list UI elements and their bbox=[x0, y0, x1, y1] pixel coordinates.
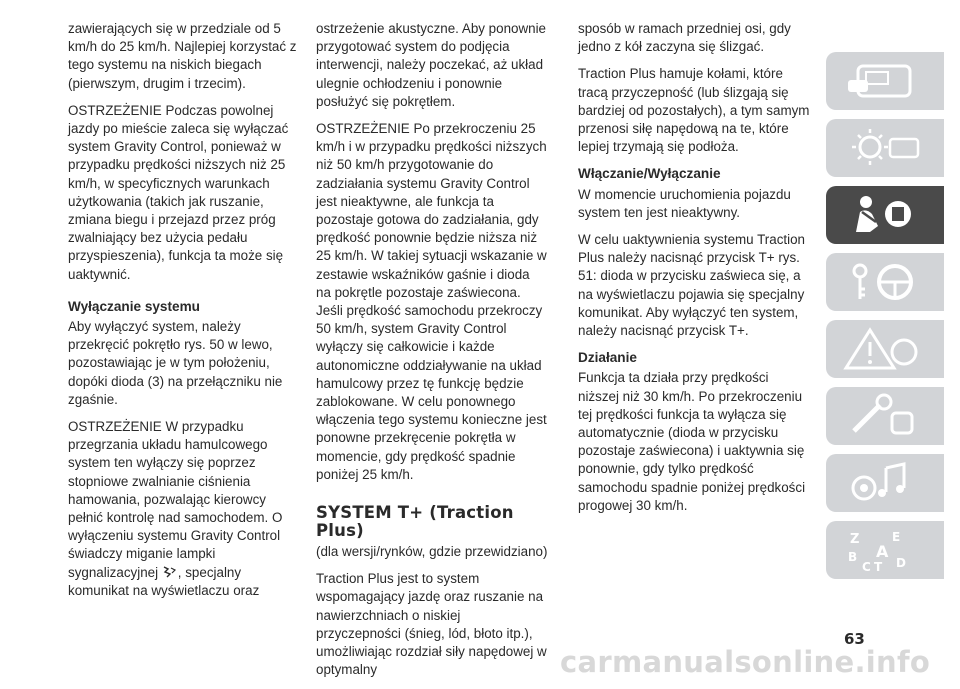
tab-maintenance[interactable] bbox=[826, 387, 944, 445]
warning-lights-icon bbox=[840, 125, 926, 171]
tab-safety[interactable] bbox=[826, 186, 944, 244]
tab-index[interactable] bbox=[826, 521, 944, 579]
svg-text:T: T bbox=[874, 560, 883, 573]
svg-text:Z: Z bbox=[850, 532, 860, 547]
watermark: carmanualsonline.info bbox=[560, 645, 931, 679]
chapter-heading: SYSTEM T+ (Traction Plus) bbox=[316, 503, 514, 541]
tab-starting-driving[interactable] bbox=[826, 253, 944, 311]
warning-paragraph: OSTRZEŻENIE Podczas powolnej jazdy po mieście zaleca się wyłączać system Gravity Control, ponieważ w przypadku prędkości niższych niż 25 km/h, w specyficznych warunkach użytkowania (takich jak ruszanie, zmiana biegu i przejazd przez próg zwalniający bez użycia pedału przyspieszenia), funkcja ta może się uaktywnić. bbox=[68, 102, 289, 282]
warning-paragraph bbox=[68, 418, 300, 600]
paragraph: Traction Plus hamuje kołami, które tracą przyczepność (lub ślizgają się bardziej od pozostałych), a tym samym przenosi siłę napędową na te, które lepiej trzymają się podłoża. bbox=[578, 66, 810, 155]
index-letters-icon bbox=[840, 527, 926, 573]
warning-text: OSTRZEŻENIE W przypadku przegrzania układu hamulcowego system ten wyłączy się poprzez stopniowe zwalnianie ciśnienia hamowania, pozwalając kierowcy pełnić kontrolę nad samochodem. O wyłączeniu systemu Gravity Control świadczy miganie lampki sygnalizacyjnej bbox=[68, 419, 283, 580]
warning-paragraph: OSTRZEŻENIE Po przekroczeniu 25 km/h i w przypadku prędkości niższych niż 50 km/h przygotowanie do zadziałania systemu Gravity Control jest nieaktywne, ale funkcja ta pozostaje gotowa do zadziałania, gdy prędkość ponownie będzie niższa niż 25 km/h. W takiej sytuacji wskazanie w zestawie wskaźników gaśnie i dioda na pokrętle pozostaje zaświecona. Jeśli prędkość samochodu przekroczy 50 km/h, system Gravity Control wyłączy się całkowicie i każde autonomiczne oddziaływanie na układ hamulcowy przez tę funkcję będzie zablokowane. W celu ponownego włączenia tego systemu konieczne jest ponowne przekręcenie pokrętła w momencie, gdy prędkość spadnie poniżej 25 km/h. bbox=[316, 121, 547, 482]
warning-triangle-icon bbox=[840, 326, 926, 372]
safety-airbag-icon bbox=[840, 192, 926, 238]
svg-text:E: E bbox=[892, 530, 901, 544]
text-column-3 bbox=[578, 20, 810, 524]
text-column-1 bbox=[68, 20, 300, 609]
tab-multimedia[interactable] bbox=[826, 454, 944, 512]
paragraph: ostrzeżenie akustyczne. Aby ponownie przygotować system do podjęcia interwencji, należy poczekać, aż układ ulegnie ochłodzeniu i ponownie posłużyć się pokrętłem. bbox=[316, 21, 547, 109]
section-heading: Wyłączanie systemu bbox=[68, 298, 200, 314]
service-wrench-icon bbox=[840, 393, 926, 439]
tab-car-dashboard[interactable] bbox=[826, 52, 944, 110]
page-number: 63 bbox=[844, 630, 865, 648]
tab-emergency[interactable] bbox=[826, 320, 944, 378]
multimedia-icon bbox=[840, 460, 926, 506]
paragraph: Traction Plus jest to system wspomagający jazdę oraz ruszanie na nawierzchniach o niskiej przyczepności (śnieg, lód, błoto itp.), umożliwiając rozdział siły napędowej w optymalny bbox=[316, 571, 547, 678]
section-heading: Działanie bbox=[578, 350, 637, 366]
text-column-2 bbox=[316, 20, 548, 689]
paragraph: Aby wyłączyć system, należy przekręcić pokrętło rys. 50 w lewo, pozostawiając je w tym położeniu, dopóki dioda (3) na przełączniku nie zgaśnie. bbox=[68, 319, 283, 407]
gravity-control-warning-icon bbox=[162, 565, 178, 579]
svg-text:A: A bbox=[876, 542, 889, 561]
tab-warning-lights[interactable] bbox=[826, 119, 944, 177]
svg-text:C: C bbox=[862, 560, 871, 573]
availability-note: (dla wersji/rynków, gdzie przewidziano) bbox=[316, 544, 548, 560]
paragraph: sposób w ramach przedniej osi, gdy jedno z kół zaczyna się ślizgać. bbox=[578, 21, 791, 55]
paragraph: W momencie uruchomienia pojazdu system ten jest nieaktywny. bbox=[578, 186, 791, 220]
key-steering-wheel-icon bbox=[840, 259, 926, 305]
svg-text:D: D bbox=[896, 556, 906, 570]
paragraph: W celu uaktywnienia systemu Traction Plus należy nacisnąć przycisk T+ rys. 51: dioda w przycisku zaświeca się, a na wyświetlaczu pojawia się specjalny komunikat. Aby wyłączyć ten system, należy nacisnąć przycisk T+. bbox=[578, 232, 805, 339]
car-dashboard-icon bbox=[840, 58, 926, 104]
paragraph: Funkcja ta działa przy prędkości niższej niż 30 km/h. Po przekroczeniu tej prędkości funkcja ta wyłącza się automatycznie (dioda w przycisku pozostaje zaświecona) i uaktywnia się ponownie, gdy tylko prędkość samochodu spadnie poniżej prędkości progowej 30 km/h. bbox=[578, 370, 806, 513]
section-heading: Włączanie/Wyłączanie bbox=[578, 166, 721, 182]
warning-text-tail: , specjalny komunikat na wyświetlaczu oraz bbox=[68, 564, 260, 598]
svg-text:B: B bbox=[848, 550, 858, 564]
paragraph: zawierających się w przedziale od 5 km/h do 25 km/h. Najlepiej korzystać z tego systemu na niskich biegach (pierwszym, drugim i trzecim). bbox=[68, 21, 297, 91]
